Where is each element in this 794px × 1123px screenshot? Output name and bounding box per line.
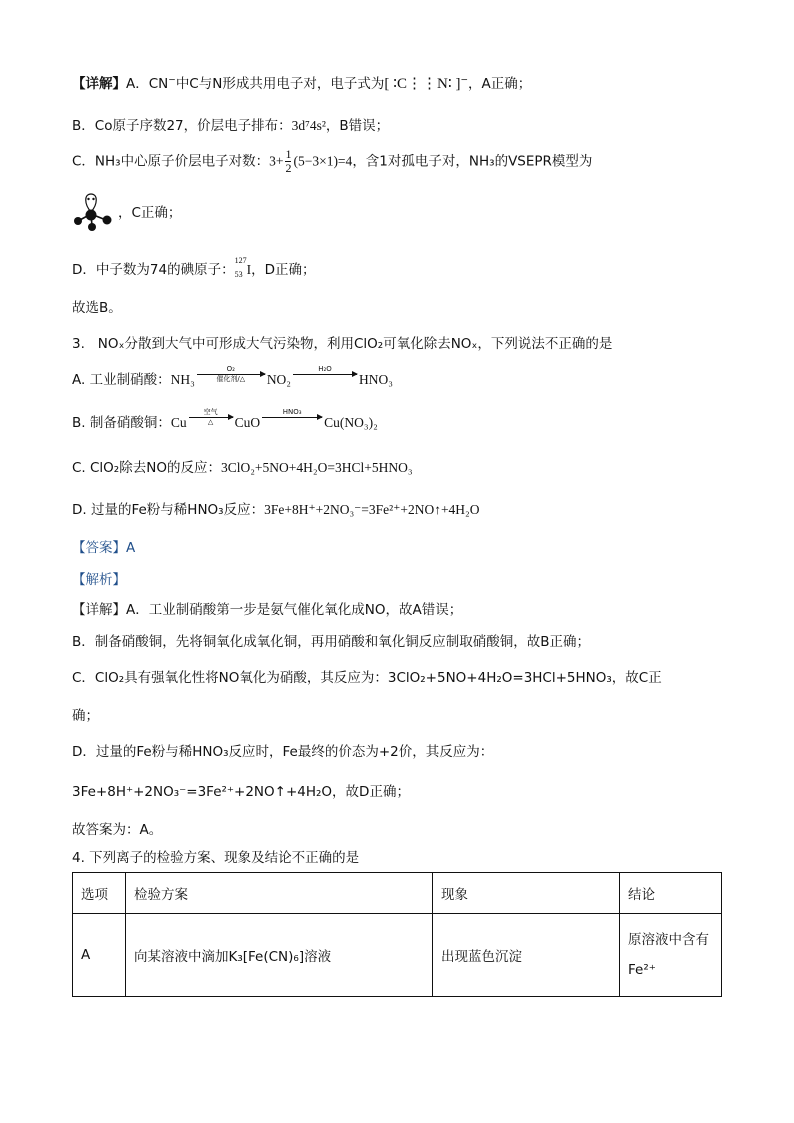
table-header-cell: 选项 [73,873,126,914]
q2-detail-d: D．中子数为74的碘原子： 127 53 I，D正确； [72,256,316,279]
q3-option-a[interactable]: A. 工业制硝酸：NH₃ O₂ 催化剂/△ NO₂ H₂O HNO₃ [72,364,393,388]
fraction-half: $\frac{1}{2}$ [285,147,292,175]
cn-lewis-structure: [ ∶C⋮⋮N∶ ] [384,76,461,92]
q3-detail-d-line1: D．过量的Fe粉与稀HNO₃反应时，Fe最终的价态为+2价，其反应为： [72,744,494,760]
reaction-arrow: 空气 △ [189,408,233,427]
table-cell: 向某溶液中滴加K₃[Fe(CN)₆]溶液 [126,914,433,997]
table-row [73,914,722,997]
q2-conclusion: 故选B。 [72,300,122,316]
q3-answer: 【答案】A [72,540,136,556]
q3-stem: 3. NOₓ分散到大气中可形成大气污染物，利用ClO₂可氧化除去NOₓ，下列说法不正确的是 [72,336,613,352]
q3-detail-d-line2: 3Fe+8H⁺+2NO₃⁻=3Fe²⁺+2NO↑+4H₂O，故D正确； [72,784,410,800]
table-header-cell: 现象 [433,873,620,914]
q4-table [72,872,722,997]
reaction-arrow: H₂O [293,365,357,384]
q2-detail-c-model-line: ，C正确； [72,190,181,238]
q3-detail-b: B．制备硝酸铜，先将铜氧化成氧化铜，再用硝酸和氧化铜反应制取硝酸铜，故B正确； [72,634,591,650]
co-electron-config: 3d⁷4s² [291,118,326,133]
q3-option-b[interactable]: B. 制备硝酸铜：Cu 空气 △ CuO HNO₃ Cu(NO₃)₂ [72,407,378,431]
reaction-arrow: O₂ 催化剂/△ [197,365,265,384]
table-header-cell: 检验方案 [126,873,433,914]
q3-option-d[interactable]: D. 过量的Fe粉与稀HNO₃反应：3Fe+8H⁺+2NO₃⁻=3Fe²⁺+2NO↑+4H₂O [72,502,480,518]
iodine-isotope: 127 53 I [234,256,252,279]
table-header-cell: 结论 [620,873,722,914]
table-cell: 原溶液中含有Fe²⁺ [620,914,722,997]
table-cell: 出现蓝色沉淀 [433,914,620,997]
q3-option-c[interactable]: C. ClO₂除去NO的反应：3ClO₂+5NO+4H₂O=3HCl+5HNO₃ [72,460,413,476]
q3-detail-c-line2: 确； [72,708,99,724]
q3-detail-a: 【详解】A．工业制硝酸第一步是氨气催化氧化成NO，故A错误； [72,602,463,618]
reaction-arrow: HNO₃ [262,408,322,427]
q4-stem: 4. 下列离子的检验方案、现象及结论不正确的是 [72,850,360,866]
q3-detail-c-line1: C．ClO₂具有强氧化性将NO氧化为硝酸，其反应为：3ClO₂+5NO+4H₂O=3HCl+5HNO₃，故C正 [72,670,662,686]
q2-detail-a: 【详解】A．CN−中C与N形成共用电子对，电子式为[ ∶C⋮⋮N∶ ]−，A正确； [72,75,532,92]
table-header-row [73,873,722,914]
q2-detail-c: C．NH₃中心原子价层电子对数：3+ $\frac{1}{2}$ (5−3×1)=4，含1对孤电子对，NH₃的VSEPR模型为 [72,147,593,175]
vsepr-tetrahedral-model-icon [72,190,118,236]
q2-detail-b: B．Co原子序数27，价层电子排布：3d⁷4s²，B错误； [72,118,390,134]
q3-analysis-label: 【解析】 [72,572,126,588]
q3-conclusion: 故答案为：A。 [72,822,163,838]
table-cell: A [73,914,126,997]
